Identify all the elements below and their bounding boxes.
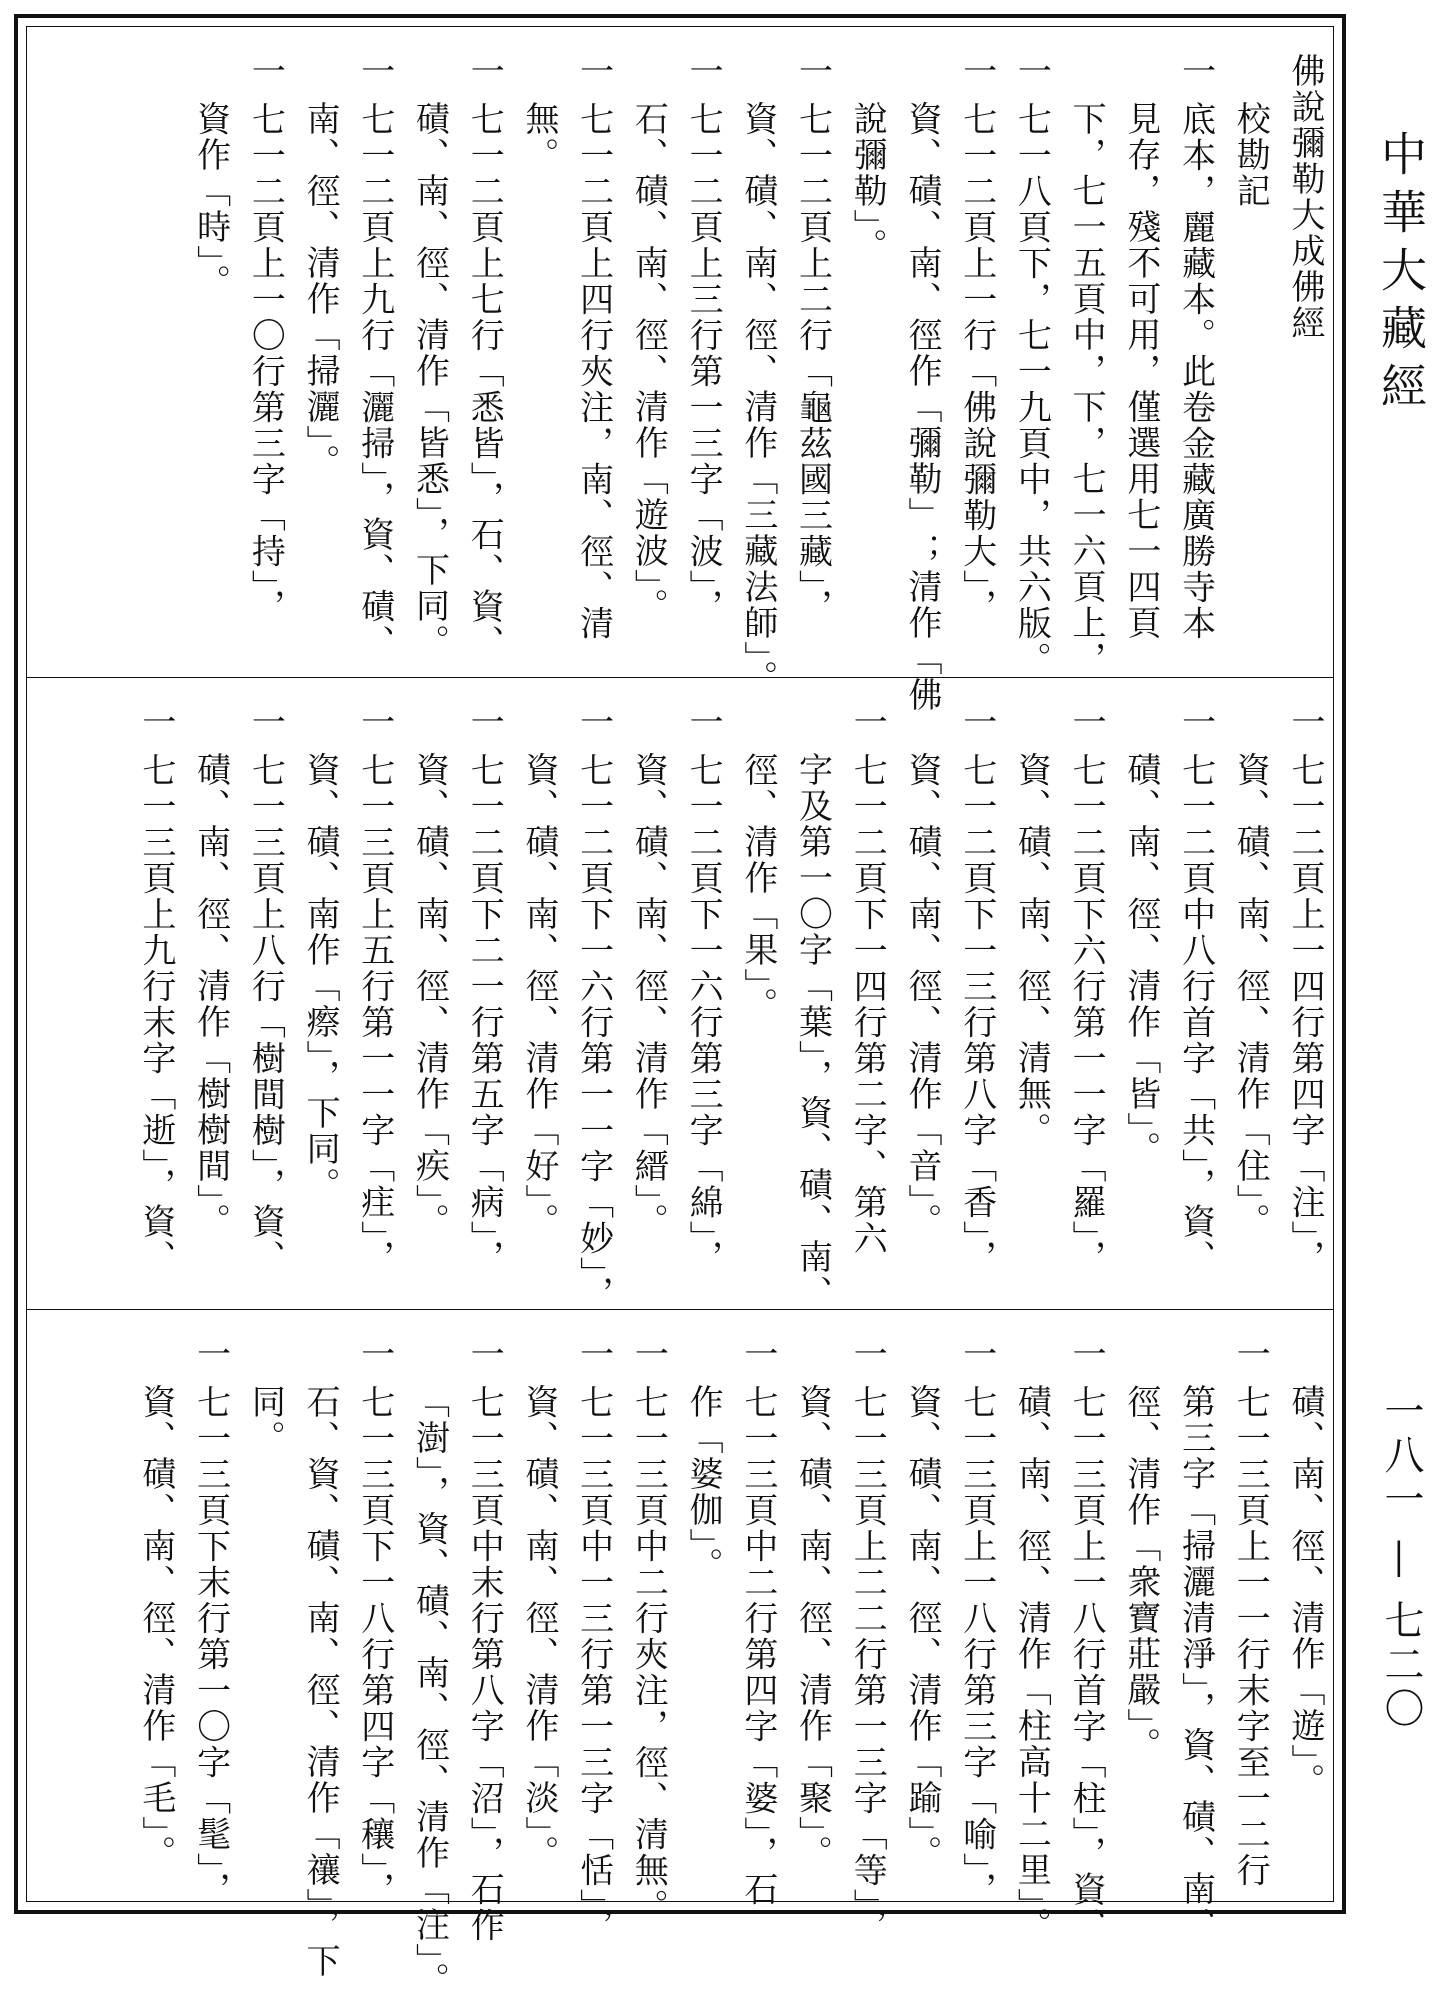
register-bottom-columns: [27, 1310, 1333, 1998]
collation-line: 一 七一二頁上一四行第四字「注」，: [1285, 704, 1325, 1276]
collation-line: 一 七一三頁上一一行末字至一二行: [1230, 1336, 1271, 1889]
collation-line: 一 七一二頁上三行第一三字「波」，: [683, 53, 724, 625]
collation-line: 一 七一三頁下末行第一〇字「髦」，: [190, 1336, 231, 1908]
page-frame: [14, 14, 1346, 1998]
collation-line: 磧、南、徑、清作「遊」。: [1285, 1384, 1325, 1799]
collation-line: 一 七一二頁上七行「悉皆」，石、資、: [464, 53, 505, 661]
collation-line: 石、資、磧、南、徑、清作「禳」，下: [300, 1384, 341, 1979]
collation-line: 一 七一三頁中末行第八字「沼」，石作: [464, 1336, 505, 1944]
register-middle-columns: [27, 678, 1333, 1310]
collation-line: 徑、清作「衆寶莊嚴」。: [1120, 1384, 1161, 1763]
register-top: [27, 27, 1333, 713]
collation-line: 一 七一三頁上九行末字「逝」，資、: [135, 704, 176, 1276]
collation-line: 一 七一三頁中一三行第一三字「恬」，: [573, 1336, 614, 1944]
collation-line: 資、磧、南、徑、清作「三藏法師」。: [737, 101, 778, 696]
collation-line: 資、磧、南、徑、清作「住」。: [1230, 752, 1271, 1239]
collation-line: 資、磧、南作「瘵」，下同。: [300, 752, 341, 1203]
collation-line: 一 七一二頁上一行「佛說彌勒大」，: [956, 53, 997, 625]
collation-line: 下，七一五頁中，下，七一六頁上，: [1066, 101, 1107, 677]
collation-line: 資、磧、南、徑、清作「聚」。: [792, 1384, 833, 1871]
collation-line: 徑、清作「果」。: [737, 752, 778, 1023]
collation-line: 一 七一二頁上一〇行第三字「持」，: [245, 53, 286, 625]
collation-line: 資、磧、南、徑、清無。: [1011, 752, 1052, 1148]
register-middle: [27, 677, 1333, 1310]
page-number: 一八一 — 七二〇: [1378, 1390, 1424, 1732]
collation-line: 資、磧、南、徑、清作「踰」。: [901, 1384, 942, 1871]
collation-line: 一 七一三頁下一八行第四字「穰」，: [354, 1336, 395, 1908]
collation-line: 磧、南、徑、清作「皆悉」，下同。: [409, 101, 450, 660]
collation-line: 一 七一二頁下一六行第一一字「妙」，: [573, 704, 614, 1312]
register-bottom: [27, 1309, 1333, 1998]
collation-line: 磧、南、徑、清作「樹樹間」。: [190, 752, 231, 1239]
collation-line: 一 七一二頁下一三行第八字「香」，: [956, 704, 997, 1276]
collation-line: 一 七一八頁下，七一九頁中，共六版。: [1011, 53, 1052, 678]
section-heading: 校勘記: [1230, 101, 1271, 209]
collation-line: 磧、南、徑、清作「柱高十二里」。: [1011, 1384, 1052, 1943]
collation-line: 字及第一〇字「葉」，資、磧、南、: [792, 752, 833, 1311]
collation-line: 一 七一二頁上二行「龜茲國三藏」，: [792, 53, 833, 625]
collation-line: 見存，殘不可用，僅選用七一四頁: [1120, 101, 1161, 641]
collation-line: 磧、南、徑、清作「皆」。: [1120, 752, 1161, 1167]
collation-line: 資、磧、南、徑、清作「縉」。: [628, 752, 669, 1239]
collation-line: 同。: [245, 1384, 286, 1456]
collation-line: 一 七一二頁下二一行第五字「病」，: [464, 704, 505, 1276]
side-title: 中華大藏經: [1374, 130, 1428, 420]
collation-line: 一 七一三頁上一八行首字「柱」，資、: [1066, 1336, 1107, 1944]
collation-line: 一 七一二頁上九行「灑掃」，資、磧、: [354, 53, 395, 661]
collation-line: 一 底本，麗藏本。此卷金藏廣勝寺本: [1175, 53, 1216, 642]
collation-line: 作「婆伽」。: [683, 1384, 724, 1583]
collation-line: 無。: [518, 101, 559, 173]
collation-line: 一 七一二頁中八行首字「共」，資、: [1175, 704, 1216, 1276]
collation-line: 一 七一二頁下六行第一一字「羅」，: [1066, 704, 1107, 1276]
collation-line: 一 七一三頁中二行夾注，徑、清無。: [628, 1336, 669, 1925]
collation-line: 一 七一二頁下一六行第三字「綿」，: [683, 704, 724, 1276]
collation-line: 一 七一三頁中二行第四字「婆」，石: [737, 1336, 778, 1908]
collation-line: 資、磧、南、徑、清作「好」。: [518, 752, 559, 1239]
sutra-title: 佛說彌勒大成佛經: [1285, 53, 1325, 341]
collation-line: 一 七一二頁上四行夾注，南、徑、清: [573, 53, 614, 642]
collation-line: 一 七一三頁上二二行第一三字「等」，: [847, 1336, 888, 1944]
page-inner-border: [26, 26, 1334, 1998]
collation-line: 說彌勒」。: [847, 101, 888, 264]
collation-line: 一 七一三頁上一八行第三字「喻」，: [956, 1336, 997, 1908]
collation-line: 資、磧、南、徑、清作「淡」。: [518, 1384, 559, 1871]
collation-line: 一 七一三頁上五行第一一字「疰」，: [354, 704, 395, 1276]
collation-line: 第三字「掃灑清淨」，資、磧、南、: [1175, 1384, 1216, 1943]
collation-line: 石、磧、南、徑、清作「遊波」。: [628, 101, 669, 624]
collation-line: 資、磧、南、徑、清作「音」。: [901, 752, 942, 1239]
collation-line: 一 七一三頁上八行「樹間樹」，資、: [245, 704, 286, 1276]
collation-line: 資、磧、南、徑、清作「毛」。: [135, 1384, 176, 1871]
collation-line: 「澍」，資、磧、南、徑、清作「注」。: [409, 1384, 450, 1998]
collation-line: 資作「時」。: [190, 101, 231, 300]
collation-line: 南、徑、清作「掃灑」。: [300, 101, 341, 480]
register-top-columns: [27, 27, 1333, 713]
collation-line: 一 七一二頁下一四行第二字、第六: [847, 704, 888, 1257]
collation-line: 資、磧、南、徑作「彌勒」；清作「佛: [901, 101, 942, 713]
collation-line: 資、磧、南、徑、清作「疾」。: [409, 752, 450, 1239]
